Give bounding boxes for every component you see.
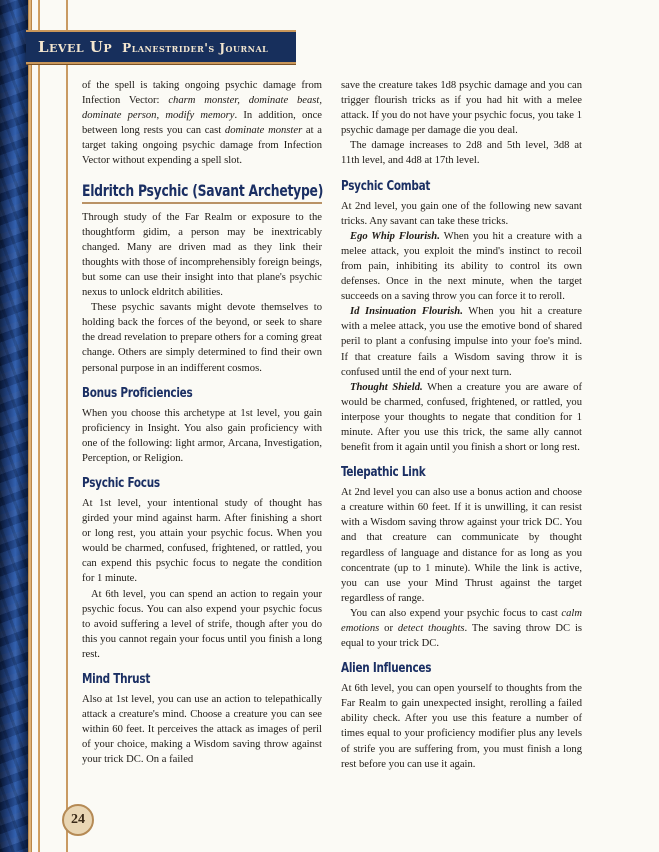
trick-text: When a creature you are aware of would be charmed, confused, frightened, or rattled, you interpose your thoughts to negate that condition for 1 minute. After you use this trick, the same ally cannot benefit from it again until you finish a short or long rest. [341,381,582,454]
page-number: 24 [62,804,94,836]
heading-rule [82,202,322,204]
spell-name: calm emotions [341,607,582,634]
decorative-border-strip [0,0,28,852]
psychic-focus-paragraph-1: At 1st level, your intentional study of thought has girded your mind against harm. After finishing a short or long rest, you attain your psychic focus. When you would be charmed, confused, frightened, or rattled, you can expend this psychic focus to negate the condition for 1 minute. [82,497,322,585]
ego-whip-trick [341,229,582,304]
intro-paragraph [82,78,322,169]
header-banner [26,30,296,64]
header-journal: Planestrider's Journal [122,41,269,55]
left-column [82,78,322,767]
telepathic-link-heading: Telepathic Link [341,464,426,481]
right-column [341,78,582,772]
bonus-proficiencies-heading: Bonus Proficiencies [82,384,193,401]
archetype-paragraph-1: Through study of the Far Realm or exposure to the thoughtform gidim, a person may be inextricably changed. Many are driven mad as they link their thoughts with those of incomprehensibly foreign beings, but some can use their insight into that plane's psychic nexus to unlock eldritch abilities. [82,211,322,299]
psychic-combat-heading: Psychic Combat [341,177,431,194]
archetype-heading: Eldritch Psychic (Savant Archetype) [82,180,324,200]
psychic-focus-heading: Psychic Focus [82,474,160,491]
trick-name: Thought Shield. [350,381,423,393]
text-run: . In addition, once between long rests you can cast [82,110,322,137]
bonus-proficiencies-paragraph: When you choose this archetype at 1st level, you gain proficiency in Insight. You also gain proficiency with one of the following: light armor, Arcana, Investigation, Perception, or Religion. [82,407,322,464]
telepathic-link-paragraph-2 [341,606,582,651]
psychic-focus-paragraph-2: At 6th level, you can spend an action to regain your psychic focus. You can also expend your psychic focus to avoid suffering a level of strife, though after you do this you cannot regain your focus until you finish a long rest. [82,588,322,660]
mind-thrust-continued: save the creature takes 1d8 psychic damage and you can trigger flourish tricks as if you had hit with a melee attack. If you do not have your psychic focus, you take 1 psychic damage per damage die you deal. [341,80,582,137]
spell-list: charm monster, dominate beast, dominate person, modify memory [82,95,323,122]
trick-name: Id Insinuation Flourish. [350,306,463,318]
text-run: You can also expend your psychic focus to cast [350,607,562,619]
mind-thrust-heading: Mind Thrust [82,671,151,687]
text-run: or [379,623,398,634]
text-run: . The saving throw DC is equal to your trick DC. [341,623,583,650]
trick-text: When you hit a creature with a melee attack, you use the emotive bond of shared peril to plant a confusing impulse into your foe's mind. If that creature fails a Wisdom saving throw it is confused until the end of your next turn. [341,306,582,378]
telepathic-link-paragraph-1: At 2nd level you can also use a bonus action and choose a creature within 60 feet. If it is unwilling, it can resist with a Wisdom saving throw against your trick DC. You and that creature can communicate by thought regardless of language and distance for as long as you concentrate (up to 1 minute). While the link is active, you can use your Mind Thrust against the target regardless of range. [341,487,582,604]
archetype-paragraph-2: These psychic savants might devote themselves to holding back the forces of the beyond, or seek to share the dread revelation to prepare others for a coming great change. Others are simply determined to find their own personal purpose in an indifferent cosmos. [82,302,322,374]
spell-name: detect thoughts [397,623,465,634]
gold-border-line [28,0,32,852]
alien-influences-heading: Alien Influences [341,660,432,677]
id-insinuation-trick [341,304,582,379]
spell-name: dominate monster [224,125,303,137]
text-run: at a target taking ongoing psychic damage from Infection Vector without expending a spell slot. [82,125,322,167]
text-run: of the spell is taking ongoing psychic damage from Infection Vector: [82,80,322,107]
header-level-up: Level Up [38,38,113,56]
psychic-combat-intro: At 2nd level, you gain one of the following new savant tricks. Any savant can take these tricks. [341,200,582,227]
header-title [38,37,268,56]
mind-thrust-scaling: The damage increases to 2d8 and 5th level, 3d8 at 11th level, and 4d8 at 17th level. [341,140,582,167]
gold-border-line-inner [38,0,40,852]
alien-influences-paragraph: At 6th level, you can open yourself to thoughts from the Far Realm to gain unexpected insight, rerolling a failed ability check. After you use this feature a number of times equal to your proficiency modifier plus any levels of strife you are suffering from, you must finish a long rest before you can use it again. [341,683,582,770]
trick-name: Ego Whip Flourish. [350,230,440,242]
mind-thrust-paragraph: Also at 1st level, you can use an action to telepathically attack a creature's mind. Choose a creature you can see within 60 feet. It perceives the attack as images of peril of your choice, making a Wisdom saving throw against your trick DC. On a failed [82,694,322,766]
thought-shield-trick [341,380,582,455]
gold-border-line-thin [66,0,68,852]
trick-text: When you hit a creature with a melee attack, you exploit the mind's instinct to recoil from pain, inhibiting its ability to control its own defenses. Once in the next minute, when the target succeeds on a saving throw you can force it to reroll. [341,230,582,303]
